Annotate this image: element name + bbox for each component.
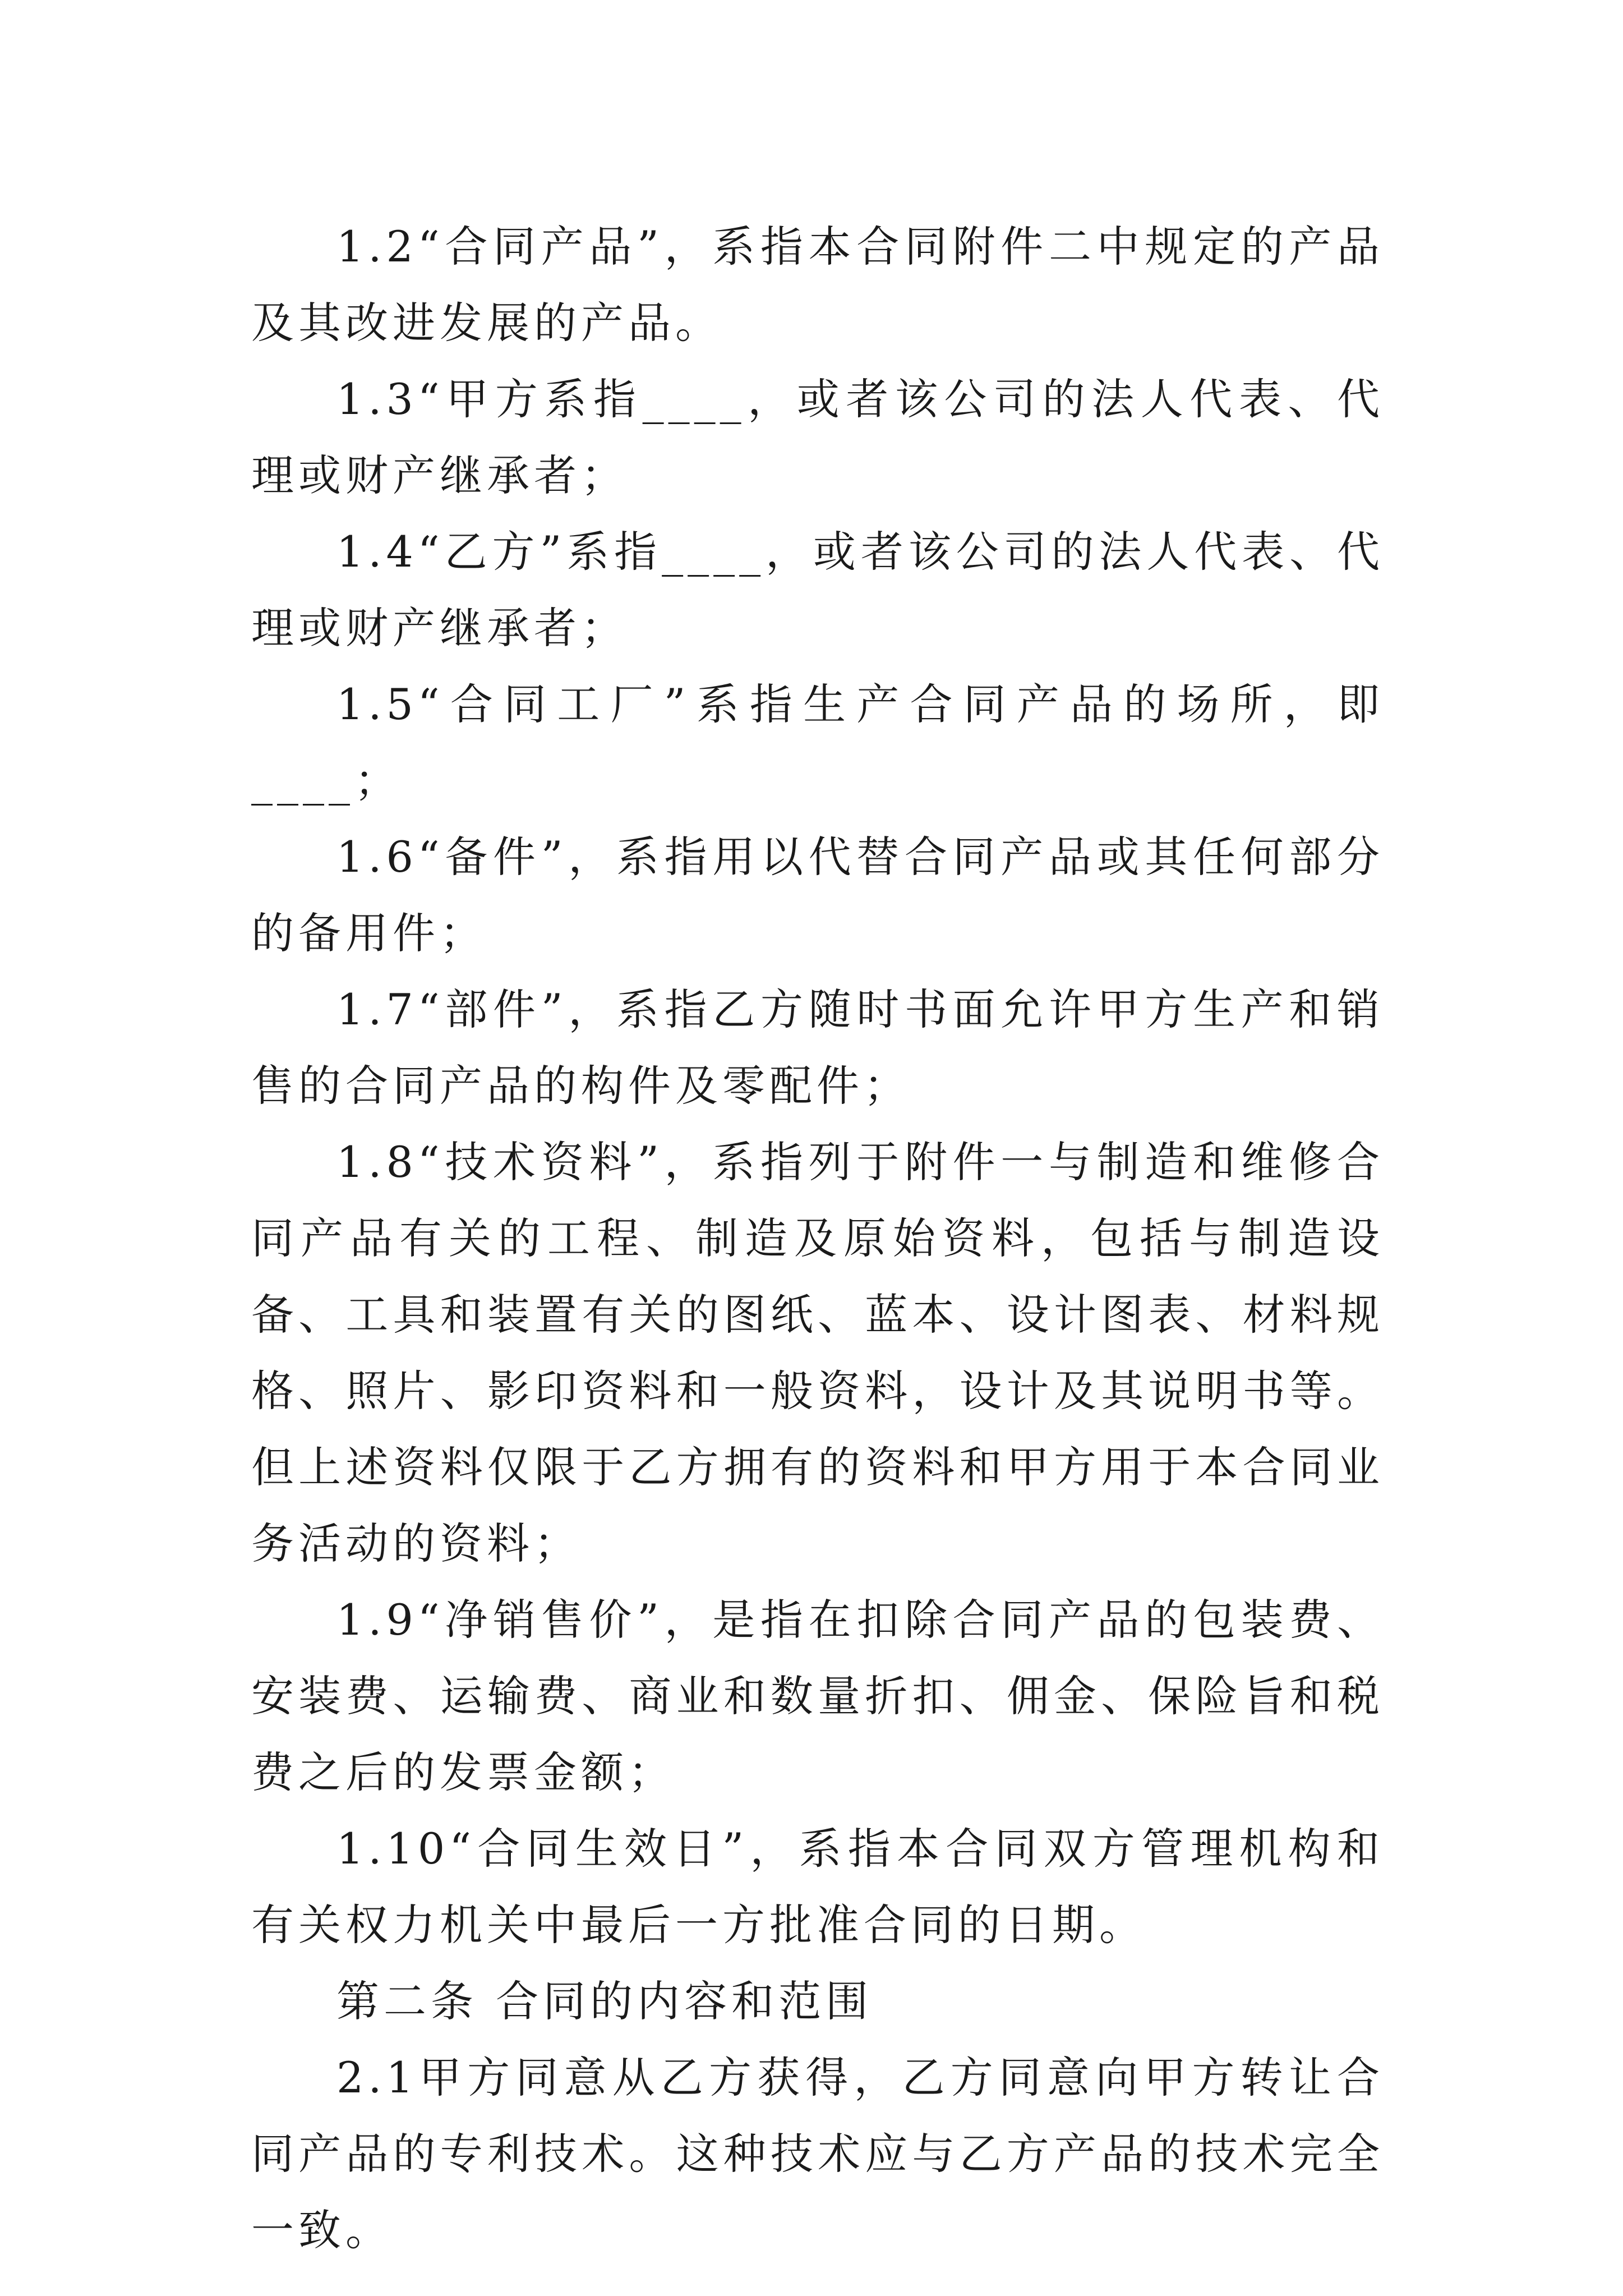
clause-1-5: 1.5“合同工厂”系指生产合同产品的场所，即____； — [251, 679, 1384, 806]
clause-1-8: 1.8“技术资料”，系指列于附件一与制造和维修合同产品有关的工程、制造及原始资料，包括与制造设备、工具和装置有关的图纸、蓝本、设计图表、材料规格、照片、影印资料和一般资料，设计及其说明书等。但上述资料仅限于乙方拥有的资料和甲方用于本合同业务活动的资料； — [251, 1137, 1384, 1568]
clause-1-9: 1.9“净销售价”，是指在扣除合同产品的包装费、安装费、运输费、商业和数量折扣、佣金、保险旨和税费之后的发票金额； — [251, 1595, 1384, 1797]
clause-1-10: 1.10“合同生效日”，系指本合同双方管理机构和有关权力机关中最后一方批准合同的日期。 — [251, 1824, 1384, 1950]
clause-1-7: 1.7“部件”，系指乙方随时书面允许甲方生产和销售的合同产品的构件及零配件； — [251, 984, 1384, 1111]
article-2-heading: 第二条 合同的内容和范围 — [336, 1976, 873, 2026]
clause-1-4: 1.4“乙方”系指____，或者该公司的法人代表、代理或财产继承者； — [251, 527, 1384, 653]
clause-1-2: 1.2“合同产品”，系指本合同附件二中规定的产品及其改进发展的产品。 — [251, 222, 1384, 348]
clause-1-6: 1.6“备件”，系指用以代替合同产品或其任何部分的备用件； — [251, 832, 1384, 958]
clause-1-3: 1.3“甲方系指____，或者该公司的法人代表、代理或财产继承者； — [251, 374, 1384, 500]
document-body — [251, 209, 1384, 2269]
clause-2-1: 2.1甲方同意从乙方获得，乙方同意向甲方转让合同产品的专利技术。这种技术应与乙方产品的技术完全一致。 — [251, 2053, 1384, 2255]
